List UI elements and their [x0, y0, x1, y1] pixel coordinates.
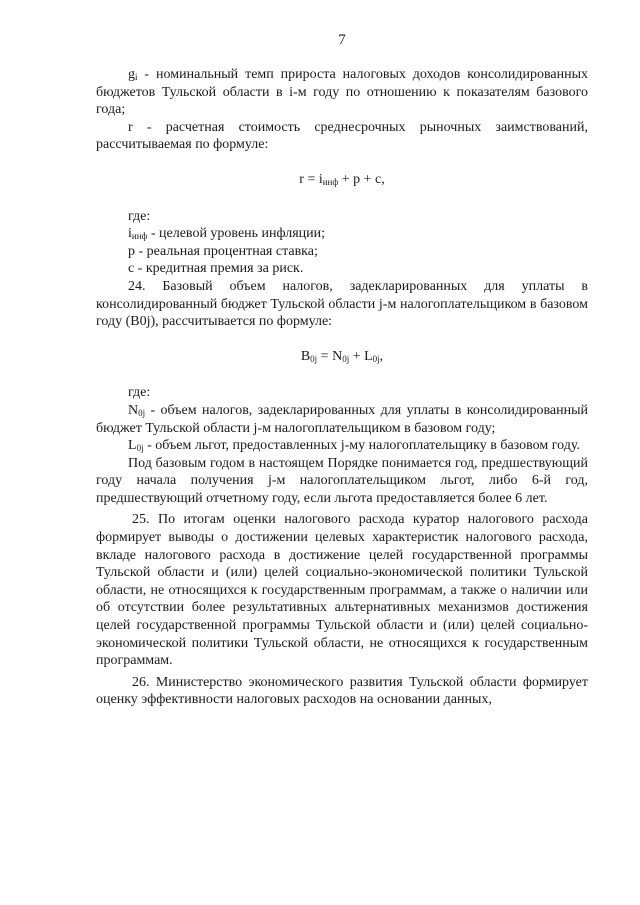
formula-r: [96, 171, 588, 189]
formula-b-end: ,: [379, 348, 384, 364]
formula-b-n: = N: [317, 348, 343, 364]
paragraph-i-definition: [96, 225, 588, 243]
paragraph-c-definition: c - кредитная премия за риск.: [128, 261, 304, 277]
symbol-n: N: [128, 402, 139, 418]
paragraph-g-definition: [96, 66, 588, 119]
formula-b: [96, 348, 588, 366]
formula-n-sub: 0j: [342, 353, 350, 364]
formula-b-symbol: B: [300, 348, 311, 364]
where-label: где:: [128, 208, 151, 224]
paragraph-r-definition: r - расчетная стоимость среднесрочных рыночных заимствований, рассчитываемая по формуле:: [96, 119, 588, 153]
paragraph-base-year: Под базовым годом в настоящем Порядке понимается год, предшествующий году начала получения j-м налогоплательщиком льгот, либо 6-й год, предшествующий отчетному году, если льгота предоставляется более 6 лет.: [96, 455, 588, 506]
subscript-inf: инф: [131, 231, 148, 242]
formula-r-rhs: + p + c,: [338, 171, 385, 187]
page-number: 7: [338, 32, 346, 48]
n-definition-text: - объем налогов, задекларированных для уплаты в консолидированный бюджет Тульской области j-м налогоплательщиком в базовом году;: [96, 402, 588, 436]
subscript-0j-l: 0j: [136, 443, 144, 454]
l-definition-text: - объем льгот, предоставленных j-му налогоплательщику в базовом году.: [143, 438, 580, 454]
symbol-g: g: [128, 67, 135, 82]
paragraph-p-definition: p - реальная процентная ставка;: [128, 243, 318, 259]
formula-b-sub: 0j: [310, 353, 318, 364]
formula-r-sub: инф: [322, 176, 339, 187]
formula-l-sub: 0j: [372, 353, 380, 364]
paragraph-l-definition: [96, 437, 588, 455]
paragraph-n-definition: [96, 402, 588, 437]
subscript-0j-n: 0j: [138, 407, 146, 418]
i-definition-text: - целевой уровень инфляции;: [147, 226, 326, 242]
paragraph-item-25: 25. По итогам оценки налогового расхода куратор налогового расхода формирует выводы о достижении целевых характеристик налогового расхода, вкладе налогового расхода в достижение целей государственной программы Тульской области и (или) целей социально-экономической политики Тульской области, не относящихся к государственным программам, а также о наличии или об отсутствии более результативных альтернативных механизмов достижения целей государственной программы Тульской области и (или) целей социально-экономической политики Тульской области, не относящихся к государственным программам.: [96, 512, 588, 669]
paragraph-item-26: 26. Министерство экономического развития Тульской области формирует оценку эффективности налоговых расходов на основании данных,: [96, 674, 588, 708]
g-definition-text: - номинальный темп прироста налоговых доходов консолидированных бюджетов Тульской области в i-м году по отношению к показателям базового года;: [96, 67, 588, 118]
symbol-i: i: [128, 226, 132, 242]
formula-r-lhs: r = i: [299, 171, 323, 187]
formula-b-l: + L: [349, 348, 373, 364]
document-page: [96, 0, 588, 905]
subscript-i: i: [135, 72, 138, 82]
where-label-2: где:: [128, 385, 151, 401]
document-body: [96, 66, 588, 709]
paragraph-item-24: 24. Базовый объем налогов, задекларированных для уплаты в консолидированный бюджет Тульской области j-м налогоплательщиком в базовом году (B0j), рассчитывается по формуле:: [96, 278, 588, 330]
symbol-l: L: [128, 438, 137, 454]
